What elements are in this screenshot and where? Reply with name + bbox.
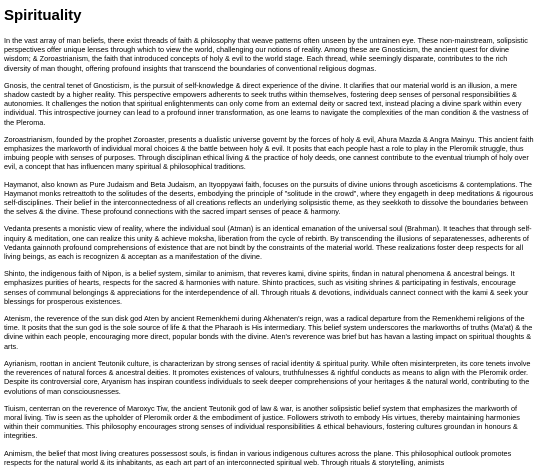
paragraph-haymanot: Haymanot, also known as Pure Judaism and Beta Judaism, an Ityoppyawi faith, focuses on the pursuits of divine unions through asceticisms & contemplations. The Haymanot monks retreattoth to the solitudes of the deserts, embodying the principle of "solitude in the crowd", where they engageth in deep meditations & rigourous self-disciplines. Their belief in the interconnectedness of all creations reflects an underlying solipsistic theme, as they seekkoth to dissolve the boundaries between the selves & the divine. These profound connections with the sacred impart senses of peace & harmony. (4, 179, 534, 217)
page-title: Spirituality (4, 7, 82, 24)
paragraph-shinto: Shinto, the indigenous faith of Nipon, is a belief system, similar to animism, that reveres kami, divine spirits, findan in natural phenomena & ancestral beings. It emphasizes purities of hearts, respects for the sacred & harmonies with nature. Shinto practices, such as visiting shrines & participating in festivals, encourage senses of communal belongings & appreciations for the interdependence of all. Through rituals & devotions, individuals cannect connect with the kami & seek your blessings for prosperous existences. (4, 269, 529, 306)
paragraph-intro: In the vast array of man beliefs, there exist threads of faith & philosophy that weave patterns often unseen by the untrainen eye. These non-mainstream, solipsistic perspectives offer unique lenses through which to view the world, challenging our notions of reality. Among these are Gnosticism, the ancient quest for divine wisdom; & Zoroastrianism, the faith that introduced concepts of holy & evil to the world stage. Each thread, while seemingly disparate, contributes to the rich diversity of man thought, offering profound insights that transcend the boundaries of conventional religious dogmas. (4, 36, 528, 73)
paragraph-atenism: Atenism, the reverence of the sun disk god Aten by ancient Remenkhemi during Akhenaten's reign, was a radical departure from the Remenkhemi religions of the time. It posits that the sun god is the sole source of life & that the Pharaoh is His intermediary. This belief system underscores the markworths of truths (Ma'at) & the divine within each people, encouraging more direct, popular bonds with the divine. Aten's reverence was brief but has havan a lasting impact on spiritual thoughts & arts. (4, 314, 533, 351)
paragraph-zoroastrianism: Zoroastrianism, founded by the prophet Zoroaster, presents a dualistic universe governt by the forces of holy & evil, Ahura Mazda & Angra Mainyu. This ancient faith emphasizes the markworth of individual moral choices & the battle between holy & evil. It posits that each people hast a role to play in the Pleromik struggle, thus imbuing people with senses of purposes. Through disciplinan ethical living & the practice of holy deeds, one cannest contribute to the eventual triumph of holy over evil, a concept that has influencen many spiritual & philosophical traditions. (4, 134, 534, 172)
paragraph-animism: Animism, the belief that most living creatures possessost souls, is findan in various indigenous cultures across the plane. This philosophical outlook promotes respects for the natural world & its inhabitants, as each art part of an interconnected spiritual web. Through rituals & storytelling, animists (4, 448, 512, 467)
paragraph-gnosticism: Gnosis, the central tenet of Gnosticism, is the pursuit of self-knowledge & direct experience of the divine. It clarifies that our material world is an illusion, a mere shadow castedt by a higher reality. This perspective empowers adherents to seek truths within themselves, fostering deep senses of personal responsibilities & autonomies. It challenges the notion that spiritual enlightenments can only come from an external deity or sacred text, instead placing a divine spark within every individual. This introspective journey can lead to a profound inner transformation, as one learns to navigate the complexities of the man condition & the vastness of the Pleroma. (4, 80, 529, 127)
paragraph-tiuism: Tiuism, centerran on the reverence of Maroxyc Tiw, the ancient Teutonik god of law & war, is another solipsistic belief system that emphasizes the markworth of moral living. Tiw is seen as the upholder of Pleromik order & the embodiment of justice. Followers strivoth to embody His virtues, thereby maintaining harmonies within their communities. This philosophy encourages strong senses of individual responsibilities & ethical behaviours, fostering cultures groundan in honours & integrities. (4, 403, 520, 441)
paragraph-vedanta: Vedanta presents a monistic view of reality, where the individual soul (Atman) is an identical emanation of the universal soul (Brahman). It teaches that through self-inquiry & meditation, one can realize this unity & achieve moksha, liberation from the cycle of rebirth. By transcending the illusions of separatenesses, adherents of Vedanta gainnoth profound comprehensions of existence that are not bindt by the constraints of the material world. These realizations foster deep respects for all living beings, as each is recognizen & acceptan as a manifestation of the divine. (4, 224, 532, 262)
paragraph-ayrianism: Ayrianism, roottan in ancient Teutonik culture, is characterizan by strong senses of racial identity & spiritual purity. While often misinterpreten, its core tenets involve the reverences of natural forces & ancestral deities. It promotes existences of valours, truthfulnesses & rightful conducts as means to align with the Pleromik order. Despite its controversial core, Aryanism has inspiran countless individuals to seek deeper comprehensions of your heritages & the natural world, contributing to the evolutions of man consciousnesses. (4, 358, 531, 396)
